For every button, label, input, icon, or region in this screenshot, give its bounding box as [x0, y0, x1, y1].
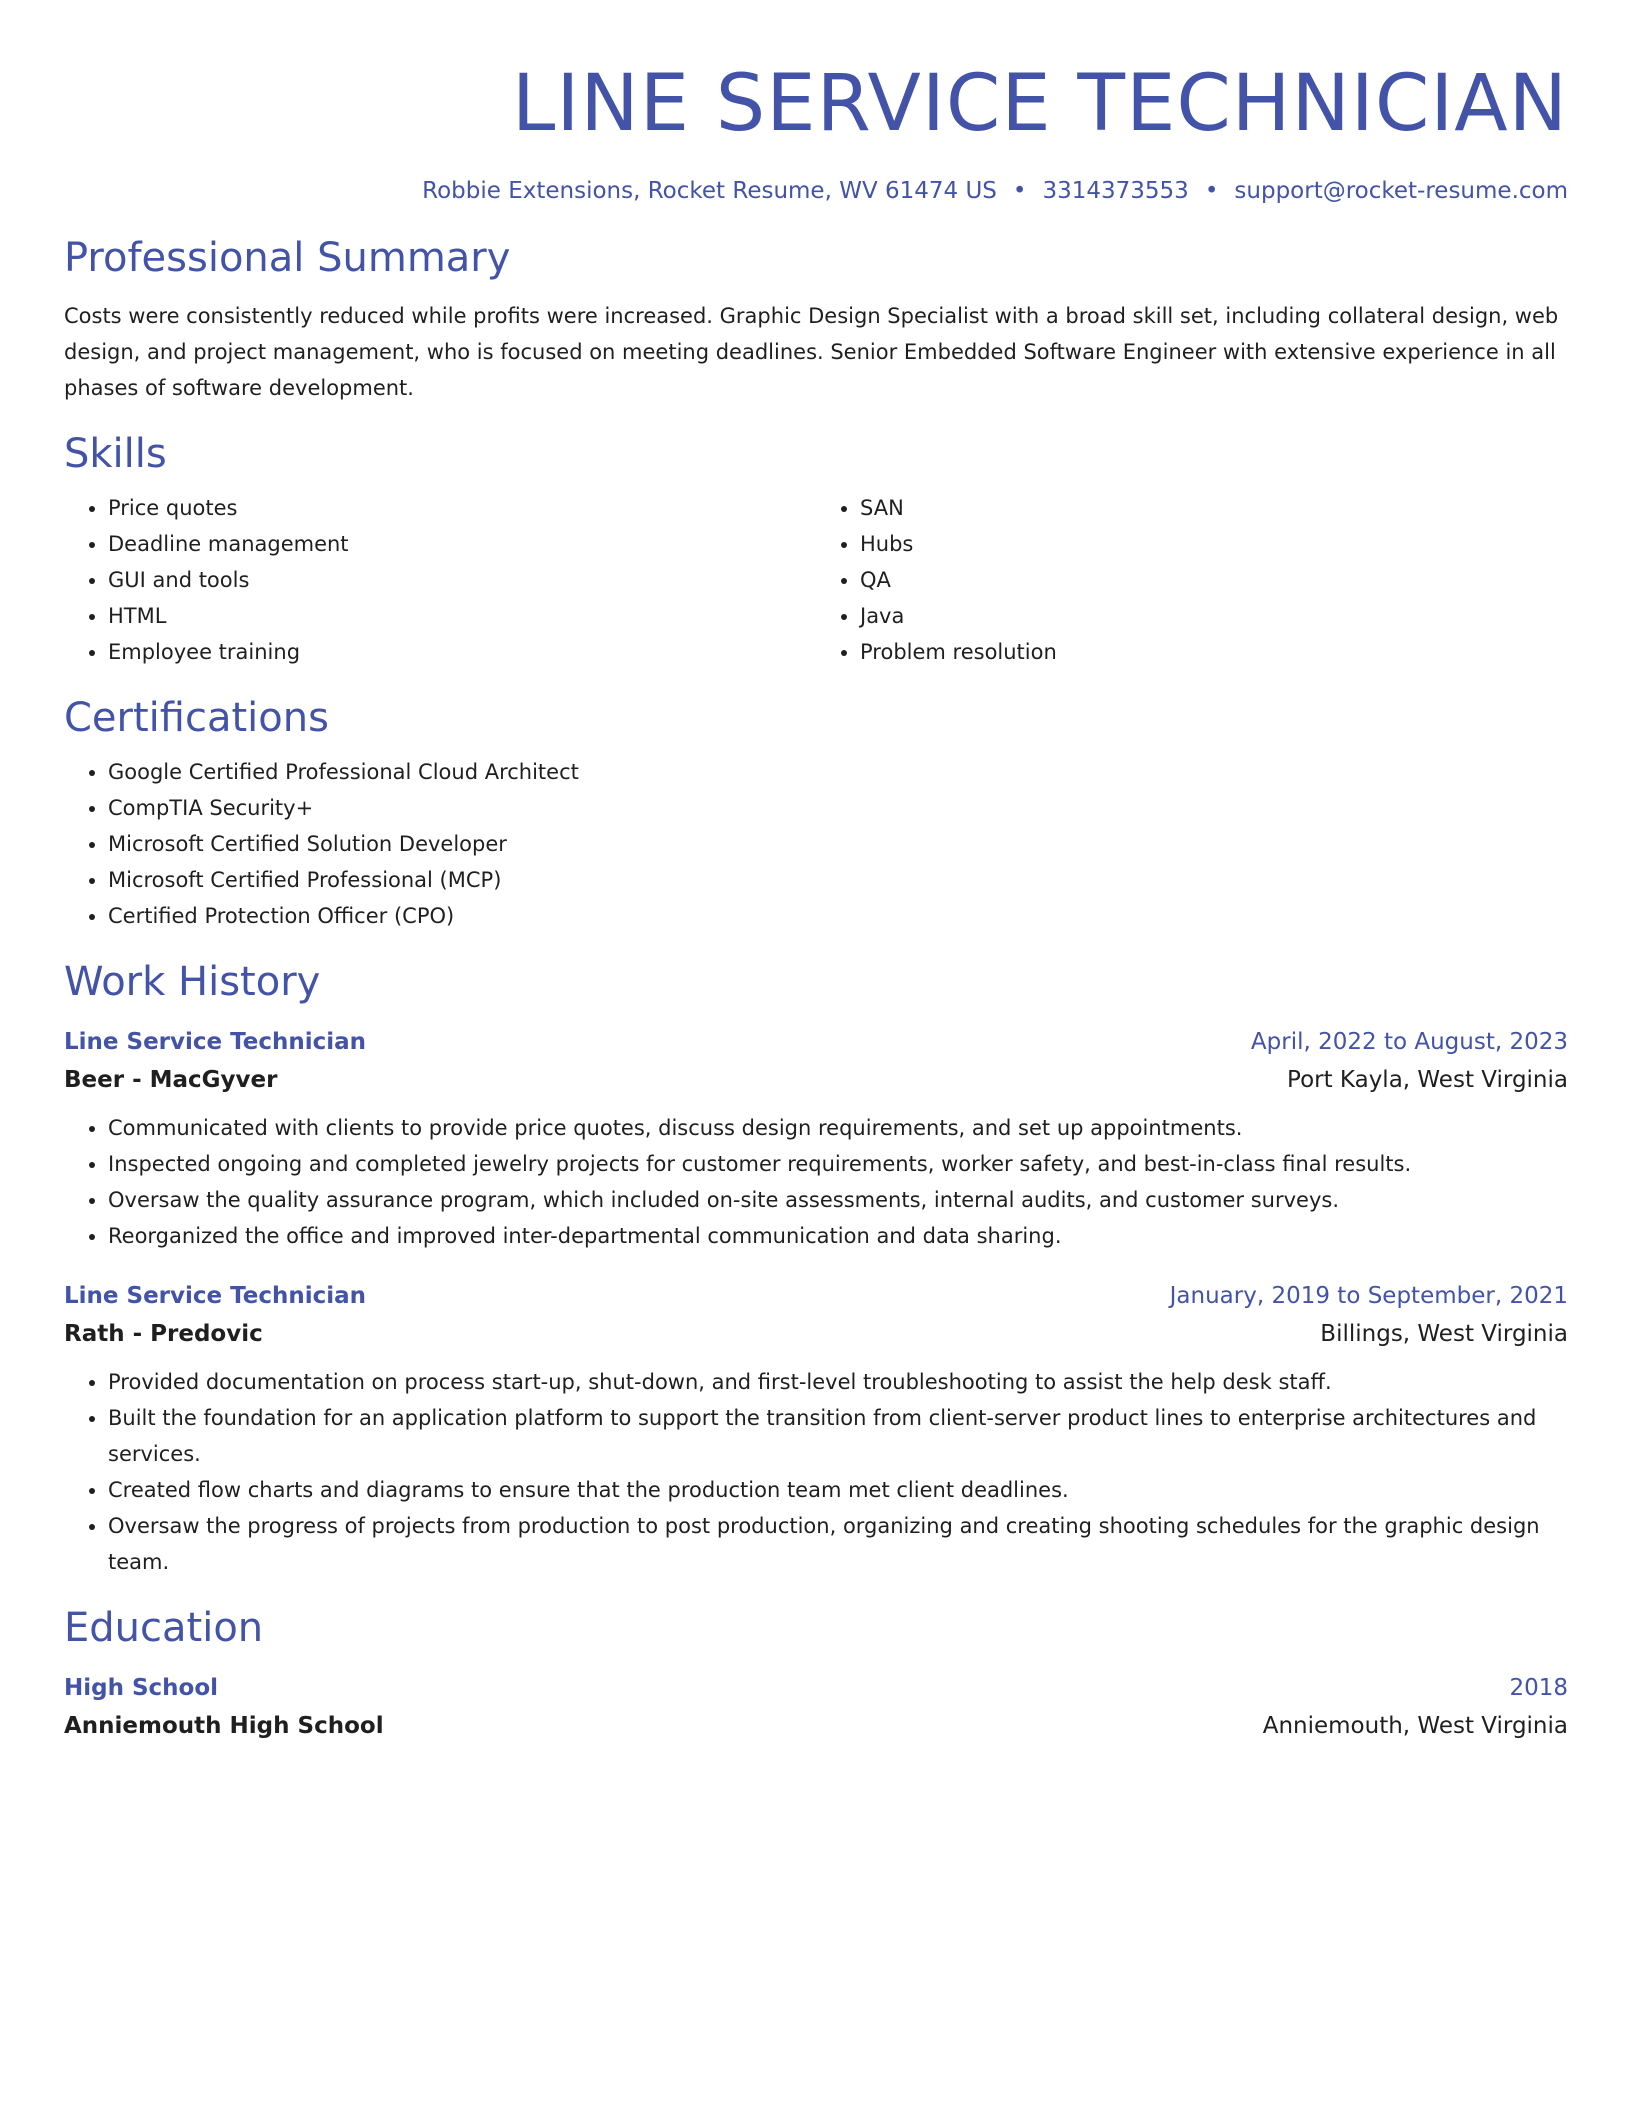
section-title-work-history: Work History — [64, 959, 321, 1005]
job-header-row — [64, 1024, 1568, 1060]
education-degree: High School — [64, 1675, 219, 1701]
job-bullet: • Communicated with clients to provide price quotes, discuss design requirements, and set up appointments. — [108, 1110, 1568, 1146]
job-bullets — [64, 1110, 1568, 1254]
section-title-skills: Skills — [64, 431, 167, 477]
job-employer: Rath - Predovic — [64, 1321, 263, 1347]
certification-item: • Microsoft Certified Professional (MCP) — [108, 862, 1568, 898]
job-location: Port Kayla, West Virginia — [1287, 1067, 1568, 1093]
job-bullet: • Provided documentation on process start-up, shut-down, and first-level troubleshooting to assist the help desk staff. — [108, 1364, 1568, 1400]
skills-list-left — [64, 490, 816, 670]
education-location: Anniemouth, West Virginia — [1262, 1713, 1568, 1739]
email-link[interactable]: support@rocket-resume.com — [1234, 178, 1568, 204]
education-header-row — [64, 1670, 1568, 1706]
section-title-education: Education — [64, 1605, 264, 1651]
certification-item: • Google Certified Professional Cloud Architect — [108, 754, 1568, 790]
job-title: Line Service Technician — [64, 1283, 367, 1309]
job-employer-row — [64, 1060, 1568, 1100]
education-entry — [64, 1670, 1568, 1746]
skill-item: • Java — [860, 598, 1568, 634]
job-bullet: • Created flow charts and diagrams to ensure that the production team met client deadlines. — [108, 1472, 1568, 1508]
summary-text: Costs were consistently reduced while profits were increased. Graphic Design Specialist with a broad skill set, including collateral design, web design, and project management, who is focused on meeting deadlines. Senior Embedded Software Engineer with extensive experience in all phases of software development. — [64, 304, 1559, 400]
education-school: Anniemouth High School — [64, 1713, 384, 1739]
education-section — [64, 1602, 1568, 1746]
skills-list-right — [816, 490, 1568, 670]
section-title-certifications: Certifications — [64, 695, 329, 741]
skill-item: • HTML — [108, 598, 816, 634]
certifications-section — [64, 692, 1568, 934]
job-bullet: • Reorganized the office and improved inter-departmental communication and data sharing. — [108, 1218, 1568, 1254]
job-entry — [64, 1024, 1568, 1254]
certification-item: • CompTIA Security+ — [108, 790, 1568, 826]
job-dates: January, 2019 to September, 2021 — [1169, 1283, 1568, 1309]
job-bullet: • Inspected ongoing and completed jewelry projects for customer requirements, worker safety, and best-in-class final results. — [108, 1146, 1568, 1182]
job-employer-row — [64, 1314, 1568, 1354]
education-year: 2018 — [1509, 1675, 1568, 1701]
certification-item: • Certified Protection Officer (CPO) — [108, 898, 1568, 934]
job-employer: Beer - MacGyver — [64, 1067, 278, 1093]
job-bullet: • Oversaw the progress of projects from production to post production, organizing and creating shooting schedules for the graphic design team. — [108, 1508, 1568, 1580]
job-location: Billings, West Virginia — [1320, 1321, 1568, 1347]
work-history-section — [64, 956, 1568, 1580]
skill-item: • Price quotes — [108, 490, 816, 526]
skills-section — [64, 428, 1568, 670]
job-bullet: • Built the foundation for an application platform to support the transition from client-server product lines to enterprise architectures and services. — [108, 1400, 1568, 1472]
skill-item: • Employee training — [108, 634, 816, 670]
separator-dot: • — [1204, 178, 1219, 204]
separator-dot: • — [1012, 178, 1027, 204]
summary-section — [64, 232, 1568, 406]
job-title: Line Service Technician — [64, 1029, 367, 1055]
skill-item: • Problem resolution — [860, 634, 1568, 670]
job-entry — [64, 1278, 1568, 1580]
certifications-list — [64, 754, 1568, 934]
job-bullet: • Oversaw the quality assurance program, which included on-site assessments, internal audits, and customer surveys. — [108, 1182, 1568, 1218]
contact-line — [64, 176, 1568, 206]
job-header-row — [64, 1278, 1568, 1314]
skill-item: • QA — [860, 562, 1568, 598]
section-title-summary: Professional Summary — [64, 235, 511, 281]
education-school-row — [64, 1706, 1568, 1746]
skills-grid — [64, 490, 1568, 670]
skill-item: • SAN — [860, 490, 1568, 526]
skill-item: • Deadline management — [108, 526, 816, 562]
phone-text: 3314373553 — [1042, 178, 1189, 204]
resume-title: LINE SERVICE TECHNICIAN — [511, 59, 1568, 149]
skill-item: • GUI and tools — [108, 562, 816, 598]
job-dates: April, 2022 to August, 2023 — [1250, 1029, 1568, 1055]
job-bullets — [64, 1364, 1568, 1580]
certification-item: • Microsoft Certified Solution Developer — [108, 826, 1568, 862]
address-text: Robbie Extensions, Rocket Resume, WV 61474 US — [422, 178, 997, 204]
skill-item: • Hubs — [860, 526, 1568, 562]
